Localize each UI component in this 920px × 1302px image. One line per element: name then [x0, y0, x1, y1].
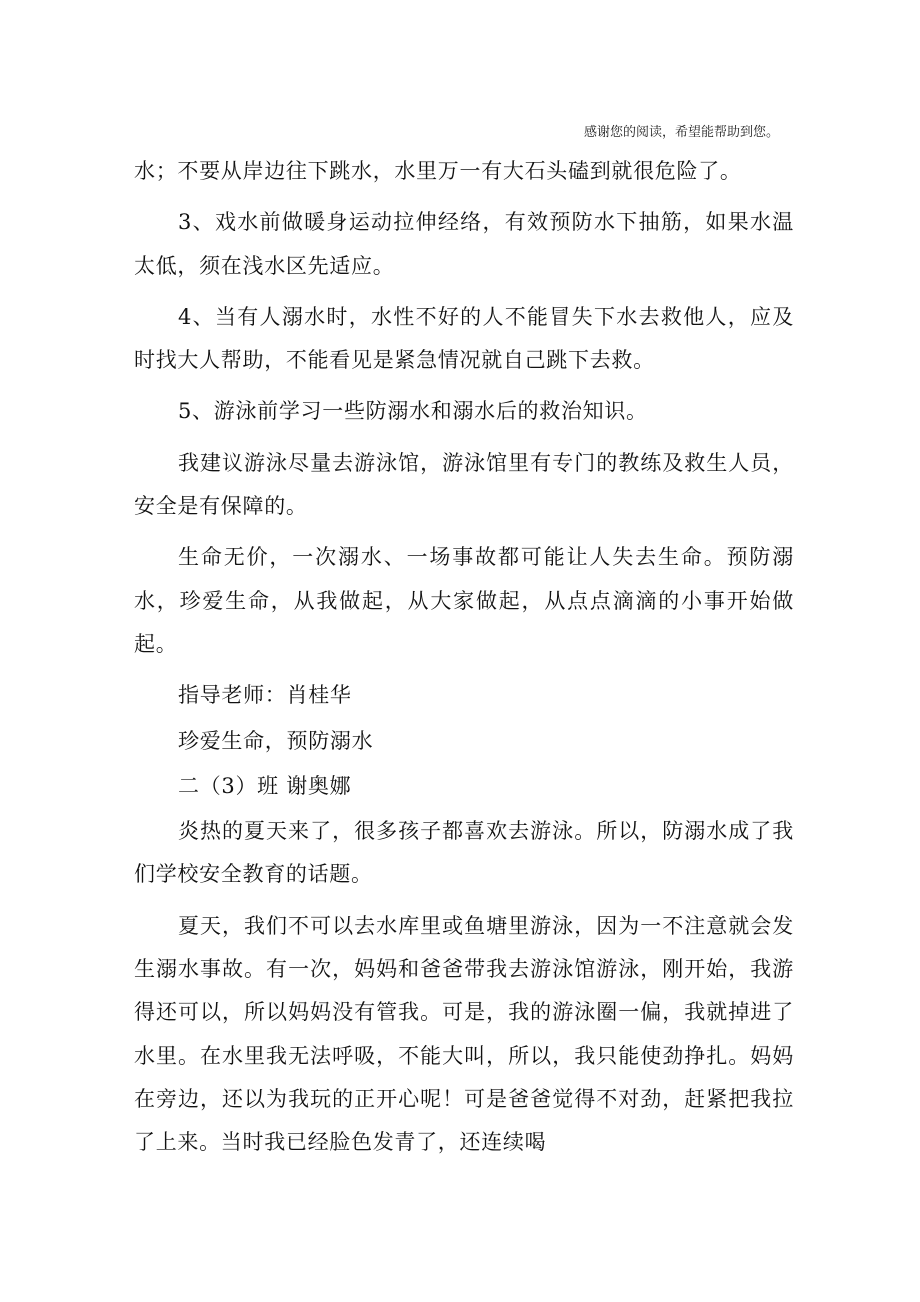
teacher-line: 指导老师：肖桂华 [178, 683, 352, 708]
document-body [134, 150, 794, 1173]
essay-title: 珍爱生命，预防溺水 [178, 728, 374, 753]
author-line: 二（3）班 谢奥娜 [178, 773, 352, 798]
paragraph-conclusion: 生命无价，一次溺水、一场事故都可能让人失去生命。预防溺水，珍爱生命，从我做起，从大家做起，从点点滴滴的小事开始做起。 [134, 545, 794, 656]
paragraph-tip-3: 3、戏水前做暖身运动拉伸经络，有效预防水下抽筋，如果水温太低，须在浅水区先适应。 [134, 210, 794, 278]
paragraph-suggestion: 我建议游泳尽量去游泳馆，游泳馆里有专门的教练及救生人员，安全是有保障的。 [134, 450, 794, 519]
paragraph-tip-5: 5、游泳前学习一些防溺水和溺水后的救治知识。 [178, 399, 648, 424]
paragraph-continuation: 水；不要从岸边往下跳水，水里万一有大石头磕到就很危险了。 [134, 159, 742, 183]
paragraph-intro: 炎热的夏天来了，很多孩子都喜欢去游泳。所以，防溺水成了我们学校安全教育的话题。 [134, 819, 794, 887]
paragraph-story: 夏天，我们不可以去水库里或鱼塘里游泳，因为一不注意就会发生溺水事故。有一次，妈妈和爸爸带我去游泳馆游泳，刚开始，我游得还可以，所以妈妈没有管我。可是，我的游泳圈一偏，我就掉进了水里。在水里我无法呼吸，不能大叫，所以，我只能使劲挣扎。妈妈在旁边，还以为我玩的正开心呢！可是爸爸觉得不对劲，赶紧把我拉了上来。当时我已经脸色发青了，还连续喝 [134, 913, 794, 1155]
header-note: 感谢您的阅读，希望能帮助到您。 [583, 125, 779, 140]
paragraph-tip-4: 4、当有人溺水时，水性不好的人不能冒失下水去救他人，应及时找大人帮助，不能看见是紧急情况就自己跳下去救。 [134, 304, 794, 373]
